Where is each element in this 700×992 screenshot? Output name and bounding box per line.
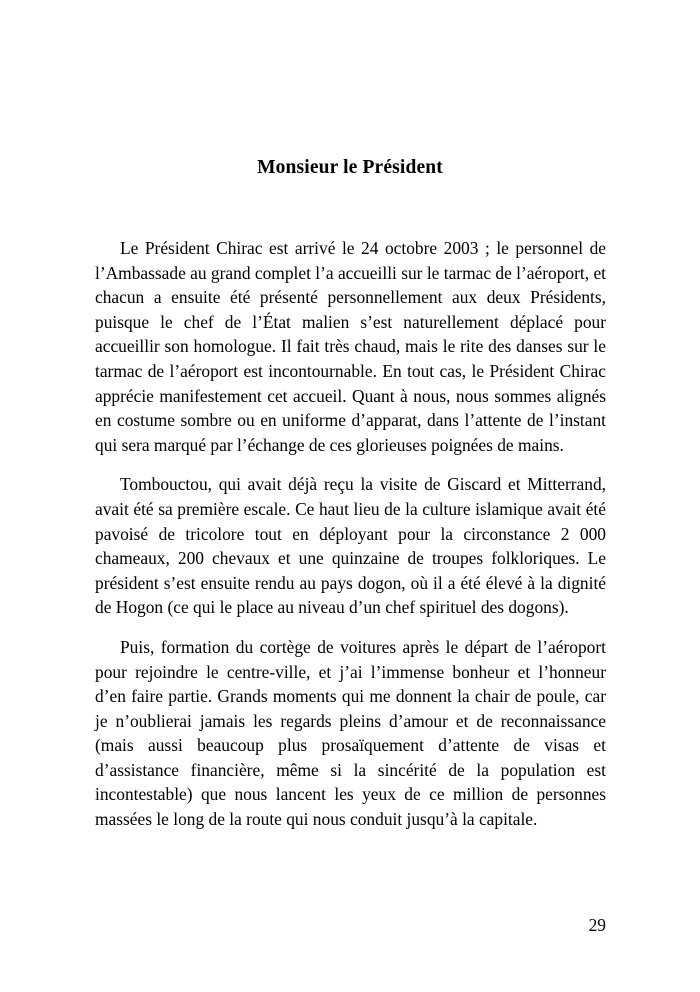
paragraph: Tombouctou, qui avait déjà reçu la visite de Giscard et Mitterrand, avait été sa première escale. Ce haut lieu de la culture islamique avait été pavoisé de tricolore tout en déployant pour la circonstance 2 000 chameaux, 200 chevaux et une quinzaine de troupes folkloriques. Le président s’est ensuite rendu au pays dogon, où il a été élevé à la dignité de Hogon (ce qui le place au niveau d’un chef spirituel des dogons). <box>95 474 606 618</box>
body-text-block <box>95 236 606 832</box>
page-number: 29 <box>588 915 606 935</box>
paragraph: Puis, formation du cortège de voitures après le départ de l’aéroport pour rejoindre le centre-ville, et j’ai l’immense bonheur et l’honneur d’en faire partie. Grands moments qui me donnent la chair de poule, car je n’oublierai jamais les regards pleins d’amour et de reconnaissance (mais aussi beaucoup plus prosaïquement d’attente de visas et d’assistance financière, même si la sincérité de la population est incontestable) que nous lancent les yeux de ce million de personnes massées le long de la route qui nous conduit jusqu’à la capitale. <box>95 636 606 830</box>
page-title: Monsieur le Président <box>257 157 443 179</box>
paragraph: Le Président Chirac est arrivé le 24 octobre 2003 ; le personnel de l’Ambassade au grand complet l’a accueilli sur le tarmac de l’aéroport, et chacun a ensuite été présenté personnellement aux deux Présidents, puisque le chef de l’État malien s’est naturellement déplacé pour accueillir son homologue. Il fait très chaud, mais le rite des danses sur le tarmac de l’aéroport est incontournable. En tout cas, le Président Chirac apprécie manifestement cet accueil. Quant à nous, nous sommes alignés en costume sombre ou en uniforme d’apparat, dans l’attente de l’instant qui sera marqué par l’échange de ces glorieuses poignées de mains. <box>95 238 606 455</box>
